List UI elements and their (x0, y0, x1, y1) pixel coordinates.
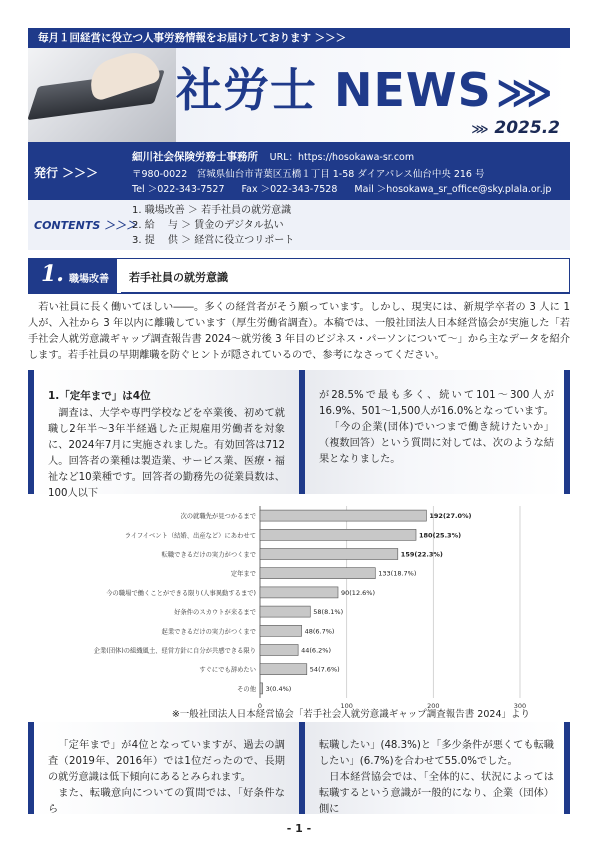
publisher-url[interactable]: URL：https://hosokawa-sr.com (269, 152, 415, 163)
section-underline (121, 292, 569, 293)
bar-chart-svg (28, 500, 570, 710)
data-label: 44(6.2%) (301, 646, 331, 655)
contents-list (132, 203, 294, 248)
column-left (34, 370, 299, 499)
x-tick-label: 200 (427, 702, 440, 710)
keyboard-photo (28, 48, 176, 142)
data-label: 159(22.3%) (400, 550, 443, 559)
contents-block (28, 200, 570, 250)
data-label: 133(18.7%) (378, 569, 417, 578)
column-right-bottom-p1: 転職したい」(48.3%)と「多少条件が悪くても転職したい」(6.7%)を合わせて55.0%でした。 (319, 740, 554, 767)
x-tick-label: 300 (513, 702, 527, 710)
newsletter-title (176, 54, 554, 120)
publisher-block (28, 142, 570, 200)
category-label: すぐにでも辞めたい (199, 666, 256, 674)
section-title: 若手社員の就労意識 (129, 271, 228, 284)
category-label: その他 (237, 685, 256, 693)
tagline-bar (28, 28, 570, 48)
category-label: 企業(団体)の組織風土、経営方針に自分が共感できる限り (93, 647, 256, 655)
tagline-text: 毎月１回経営に役立つ人事労務情報をお届けしております ＞＞＞ (38, 32, 347, 44)
data-label: 180(25.3%) (419, 531, 462, 540)
bar (260, 529, 416, 540)
bar (260, 587, 338, 598)
publisher-org-name: 細川社会保険労務士事務所 (132, 151, 258, 163)
page-number: - 1 - (286, 822, 312, 835)
masthead (28, 48, 570, 142)
column-right-bottom (305, 722, 564, 814)
bar (260, 645, 298, 656)
bar (260, 568, 375, 579)
article-columns-bottom (28, 722, 570, 814)
data-label: 3(0.4%) (265, 684, 292, 693)
publisher-tel: Tel ＞022-343-7527 (132, 184, 225, 195)
category-label: 起業できるだけの実力がつくまで (161, 628, 256, 636)
bar (260, 510, 426, 521)
bar (260, 625, 302, 636)
section-number-box (29, 259, 117, 293)
column-left-bottom-p2: また、転職意向についての質問では、「好条件なら (48, 788, 285, 815)
publisher-mail[interactable]: Mail ＞hosokawa_sr_office@sky.plala.or.jp (354, 184, 552, 195)
section-number: 1. (41, 261, 64, 287)
issue-date-text: 2025.2 (494, 118, 560, 138)
data-label: 48(6.7%) (304, 627, 335, 636)
data-label: 90(12.6%) (341, 588, 375, 597)
publisher-fax: Fax ＞022-343-7528 (241, 184, 338, 195)
data-label: 54(7.6%) (309, 665, 340, 674)
subheading: 1.「定年まで」は4位 (48, 390, 151, 402)
column-right-border (564, 370, 570, 494)
category-label: 転職できるだけの実力がつくまで (161, 551, 256, 559)
issue-date (471, 118, 560, 138)
chart-source: ※一般社団法人日本経営協会「若手社会人就労意識ギャップ調査報告書 2024」より (171, 709, 530, 720)
bar (260, 549, 398, 560)
bar (260, 683, 263, 694)
publisher-label: 発行 ＞＞＞ (34, 166, 99, 180)
column-right-border (564, 722, 570, 814)
category-label: 好条件のスカウトが来るまで (174, 609, 256, 617)
newsletter-title-text: 社労士 NEWS (176, 63, 492, 117)
publisher-contact (132, 181, 565, 195)
category-label: ライフイベント（結婚、出産など）にあわせて (124, 532, 256, 540)
contents-item[interactable]: 2. 給 与 ＞ 賃金のデジタル払い (132, 220, 284, 231)
data-label: 58(8.1%) (313, 608, 344, 617)
column-right-p2: 「今の企業(団体)でいつまで働き続けたいか」（複数回答）という質問に対しては、次のような結果となりました。 (319, 422, 554, 465)
intro-paragraph: 若い社員に長く働いてほしい――。多くの経営者がそう願っています。しかし、現実には、新規学卒者の 3 人に 1 人が、入社から 3 年以内に離職しています（厚生労働省調査）。本稿では、一般社団法人日本経営協会が実施した「若手社会人就労意識ギャップ調査報告書 2024～就労後 3 年目のビジネス・パーソンについて～」から主なデータを紹介します。若手社員の早期離職を防ぐヒントが隠されているので、参考になさってください。 (28, 302, 570, 361)
column-left-bottom-p1: 「定年まで」が4位となっていますが、過去の調査（2019年、2016年）では1位だったので、長期の就労意識は低下傾向にあるとみられます。 (48, 740, 285, 783)
bar (260, 664, 307, 675)
column-right (305, 370, 564, 494)
contents-item[interactable]: 1. 職場改善 ＞ 若手社員の就労意識 (132, 205, 292, 216)
article-columns-top (28, 370, 570, 499)
section-category: 職場改善 (69, 274, 109, 285)
publisher-address: 〒980-0022 宮城県仙台市青葉区五橋１丁目 1-58 ダイアパレス仙台中央 216 号 (132, 169, 485, 180)
category-label: 定年まで (230, 570, 256, 578)
bar-chart (28, 500, 570, 710)
column-left-bottom (34, 722, 299, 814)
date-chevrons-icon: ⋙ (471, 122, 489, 136)
category-label: 今の職場で働くことができる限り(人事異動するまで) (106, 589, 256, 597)
category-label: 次の就職先が見つかるまで (180, 513, 256, 521)
publisher-org (132, 149, 414, 164)
contents-item[interactable]: 3. 提 供 ＞ 経営に役立つリポート (132, 235, 295, 246)
contents-label: CONTENTS ＞＞＞ (34, 219, 138, 232)
column-right-p1: が28.5%で最も多く、続いて101～300人が16.9%、501～1,500人が16.0%となっています。 (319, 390, 554, 417)
title-chevrons-icon: ⋙ (495, 70, 554, 116)
x-tick-label: 100 (340, 702, 353, 710)
section-heading (28, 258, 570, 294)
bar (260, 606, 310, 617)
column-right-bottom-p2: 日本経営協会では、「全体的に、状況によっては転職するという意識が一般的になり、企業（団体）側に (319, 772, 554, 815)
x-tick-label: 0 (257, 702, 263, 710)
column-left-body: 調査は、大学や専門学校などを卒業後、初めて就職し2年半～3年半経過した正規雇用労働者を対象に、2024年7月に実施されました。有効回答は712人。回答者の業種は製造業、サービス業、医療・福祉など10業種です。回答者の勤務先の従業員数は、100人以下 (48, 408, 285, 499)
data-label: 192(27.0%) (429, 512, 472, 521)
